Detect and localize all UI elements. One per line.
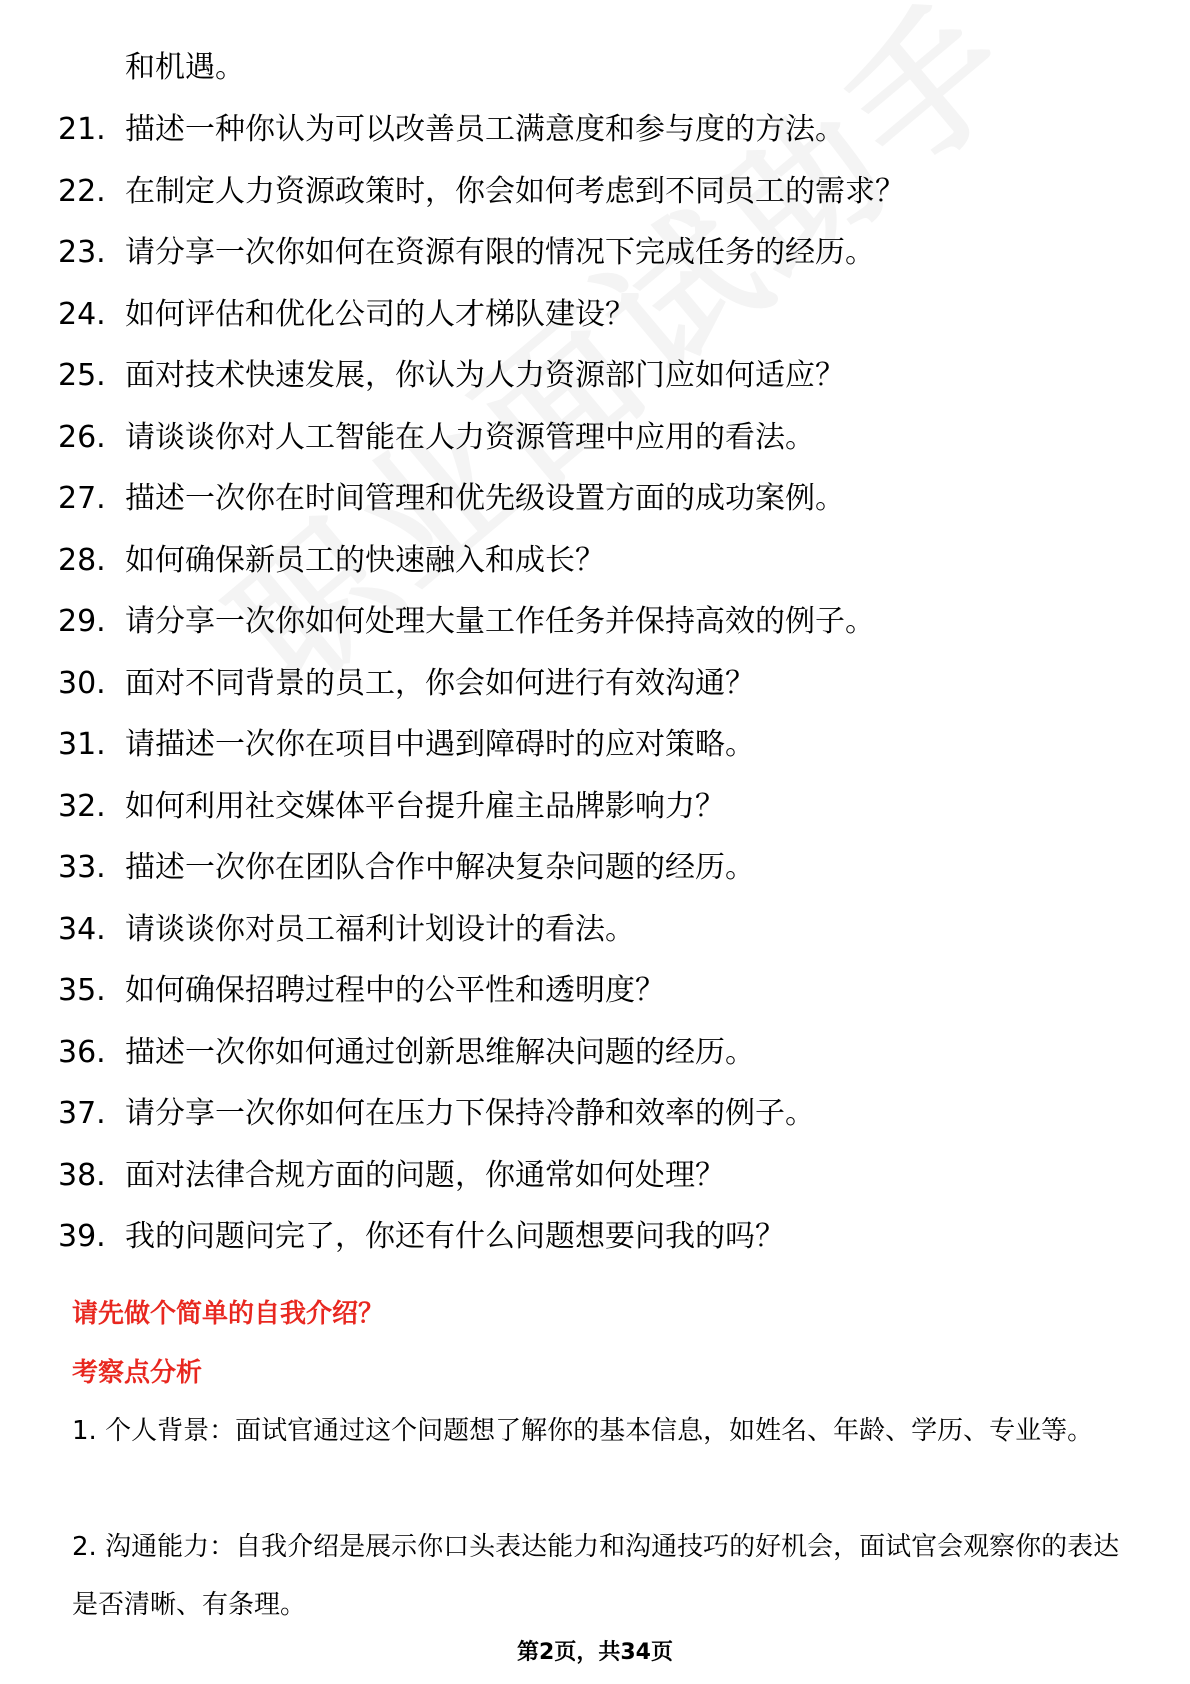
analysis-point: 1. 个人背景：面试官通过这个问题想了解你的基本信息，如姓名、年龄、学历、专业等。 xyxy=(72,1416,1094,1446)
question-number: 26. xyxy=(58,419,106,455)
question-item xyxy=(58,971,905,1033)
question-text: 我的问题问完了，你还有什么问题想要问我的吗？ xyxy=(125,1219,785,1254)
question-number: 36. xyxy=(58,1034,106,1070)
question-item xyxy=(58,1217,905,1279)
question-item xyxy=(58,172,905,234)
question-number: 27. xyxy=(58,481,106,516)
continued-question-text: 和机遇。 xyxy=(125,50,245,85)
question-number: 25. xyxy=(58,358,106,393)
question-text: 如何确保招聘过程中的公平性和透明度？ xyxy=(125,973,665,1008)
question-text: 在制定人力资源政策时，你会如何考虑到不同员工的需求？ xyxy=(125,173,905,209)
question-number: 28. xyxy=(58,542,106,578)
question-number: 31. xyxy=(58,727,106,762)
question-number: 34. xyxy=(58,911,106,947)
question-item xyxy=(58,664,905,726)
question-text: 如何评估和优化公司的人才梯队建设？ xyxy=(125,296,635,332)
question-number: 33. xyxy=(58,850,106,885)
question-item xyxy=(58,541,905,603)
question-item xyxy=(58,233,905,295)
question-list xyxy=(58,110,905,1279)
question-text: 请分享一次你如何在资源有限的情况下完成任务的经历。 xyxy=(125,235,875,270)
question-number: 29. xyxy=(58,604,106,639)
page-number: 第2页，共34页 xyxy=(517,1640,673,1665)
question-item xyxy=(58,1156,905,1218)
question-text: 请谈谈你对人工智能在人力资源管理中应用的看法。 xyxy=(125,419,815,455)
question-text: 描述一次你如何通过创新思维解决问题的经历。 xyxy=(125,1034,755,1070)
question-item xyxy=(58,295,905,357)
question-item xyxy=(58,110,905,172)
question-number: 35. xyxy=(58,973,106,1008)
question-number: 21. xyxy=(58,112,106,147)
question-number: 23. xyxy=(58,235,106,270)
question-text: 面对不同背景的员工，你会如何进行有效沟通？ xyxy=(125,665,755,701)
question-item xyxy=(58,1033,905,1095)
question-text: 面对法律合规方面的问题，你通常如何处理？ xyxy=(125,1157,725,1193)
question-item xyxy=(58,1094,905,1156)
question-item xyxy=(58,418,905,480)
question-number: 39. xyxy=(58,1219,106,1254)
question-text: 请谈谈你对员工福利计划设计的看法。 xyxy=(125,911,635,947)
question-item xyxy=(58,602,905,664)
analysis-heading: 考察点分析 xyxy=(72,1358,203,1388)
question-text: 如何确保新员工的快速融入和成长？ xyxy=(125,542,605,578)
question-text: 描述一次你在团队合作中解决复杂问题的经历。 xyxy=(125,850,755,885)
question-item xyxy=(58,848,905,910)
question-text: 请分享一次你如何处理大量工作任务并保持高效的例子。 xyxy=(125,604,875,639)
question-text: 如何利用社交媒体平台提升雇主品牌影响力？ xyxy=(125,788,725,824)
question-number: 22. xyxy=(58,173,106,209)
section-question-heading: 请先做个简单的自我介绍？ xyxy=(72,1299,385,1329)
question-number: 30. xyxy=(58,665,106,701)
question-item xyxy=(58,356,905,418)
question-item xyxy=(58,479,905,541)
question-number: 37. xyxy=(58,1096,106,1131)
analysis-point: 2. 沟通能力：自我介绍是展示你口头表达能力和沟通技巧的好机会，面试官会观察你的表达是否清晰、有条理。 xyxy=(72,1532,1120,1620)
question-item xyxy=(58,910,905,972)
question-text: 请描述一次你在项目中遇到障碍时的应对策略。 xyxy=(125,727,755,762)
question-number: 38. xyxy=(58,1157,106,1193)
question-item xyxy=(58,725,905,787)
question-text: 请分享一次你如何在压力下保持冷静和效率的例子。 xyxy=(125,1096,815,1131)
question-item xyxy=(58,787,905,849)
question-number: 32. xyxy=(58,788,106,824)
question-text: 面对技术快速发展，你认为人力资源部门应如何适应？ xyxy=(125,358,845,393)
question-text: 描述一次你在时间管理和优先级设置方面的成功案例。 xyxy=(125,481,845,516)
question-number: 24. xyxy=(58,296,106,332)
question-text: 描述一种你认为可以改善员工满意度和参与度的方法。 xyxy=(125,112,845,147)
